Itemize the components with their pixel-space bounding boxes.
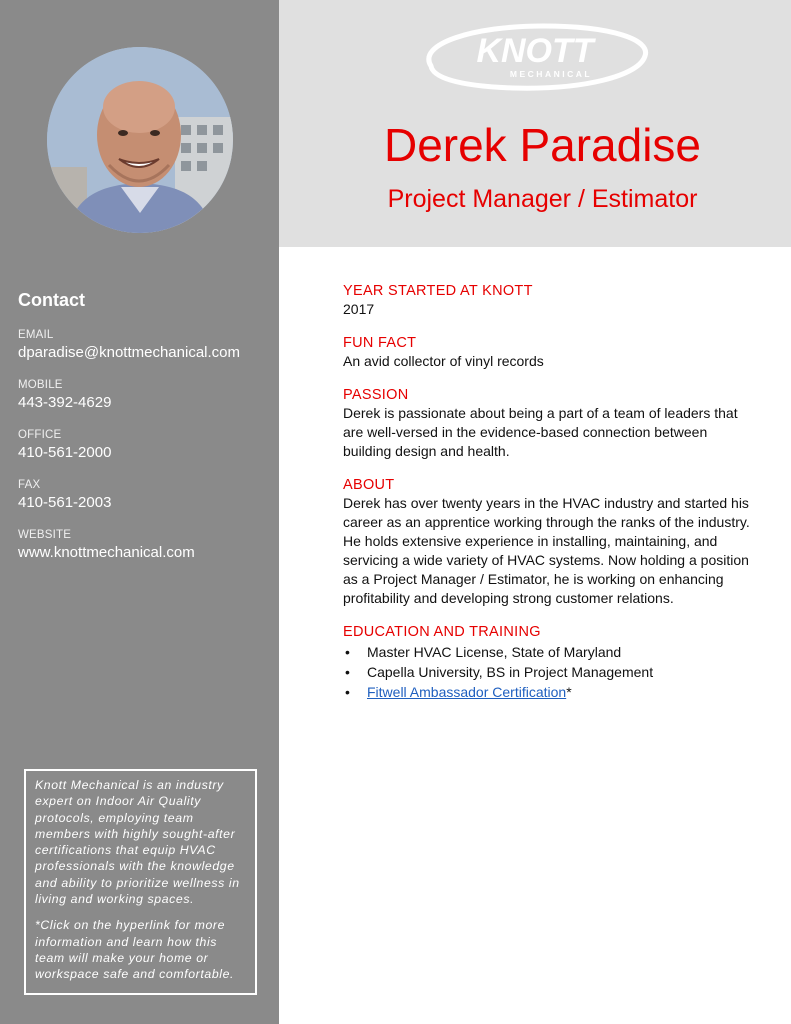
list-item-link xyxy=(343,682,753,702)
fun-fact-label: FUN FACT xyxy=(343,335,417,351)
year-label: YEAR STARTED AT KNOTT xyxy=(343,283,533,299)
person-name: Derek Paradise xyxy=(383,119,702,171)
education-label: EDUCATION AND TRAINING xyxy=(343,624,541,640)
email-value[interactable]: dparadise@knottmechanical.com xyxy=(18,344,241,361)
logo-subtext: MECHANICAL xyxy=(509,69,593,79)
logo-text: KNOTT xyxy=(476,32,594,70)
passion-label: PASSION xyxy=(343,387,409,403)
office-label: OFFICE xyxy=(18,429,62,441)
education-list xyxy=(343,642,753,702)
list-item: • Master HVAC License, State of Maryland xyxy=(343,642,753,662)
company-note: Knott Mechanical is an industry expert on Indoor Air Quality protocols, employing team members with highly sought-after certifications that equip HVAC professionals with the knowledge and ability to prioritize wellness in living and working spaces. xyxy=(35,778,240,907)
about-text: Derek has over twenty years in the HVAC industry and started his career as an apprentice working through the ranks of the industry. He holds extensive experience in installing, maintaining, and servicing a wide variety of HVAC systems. Now holding a position as a Project Manager / Estimator, he is working on enhancing profitability and developing strong customer relations. xyxy=(343,495,750,606)
education-section xyxy=(343,624,753,702)
email-label: EMAIL xyxy=(18,329,54,341)
fun-fact-section xyxy=(343,335,753,371)
company-note-box xyxy=(24,769,257,995)
profile-details xyxy=(343,283,753,718)
knott-logo xyxy=(413,20,653,92)
passion-section xyxy=(343,387,753,461)
fun-fact-text: An avid collector of vinyl records xyxy=(343,353,544,369)
about-section xyxy=(343,477,753,608)
list-item: • Capella University, BS in Project Management xyxy=(343,662,753,682)
about-label: ABOUT xyxy=(343,477,395,493)
mobile-value[interactable]: 443-392-4629 xyxy=(18,394,112,411)
passion-text: Derek is passionate about being a part of a team of leaders that are well-versed in the evidence-based connection between building design and health. xyxy=(343,405,738,459)
mobile-label: MOBILE xyxy=(18,379,63,391)
portrait-image xyxy=(47,47,233,233)
year-section xyxy=(343,283,753,319)
fax-label: FAX xyxy=(18,479,41,491)
contact-panel xyxy=(18,290,273,579)
job-title: Project Manager / Estimator xyxy=(387,185,698,213)
year-value: 2017 xyxy=(343,301,375,317)
contact-heading: Contact xyxy=(18,290,85,310)
website-value[interactable]: www.knottmechanical.com xyxy=(18,544,195,561)
website-label: WEBSITE xyxy=(18,529,72,541)
fax-value: 410-561-2003 xyxy=(18,494,112,511)
fitwell-certification-link[interactable]: Fitwell Ambassador Certification xyxy=(367,684,567,700)
office-value[interactable]: 410-561-2000 xyxy=(18,444,112,461)
profile-photo xyxy=(47,47,233,233)
hyperlink-note: *Click on the hyperlink for more information and learn how this team will make your home or workspace safe and comfortable. xyxy=(35,918,235,982)
link-asterisk: * xyxy=(566,684,572,700)
